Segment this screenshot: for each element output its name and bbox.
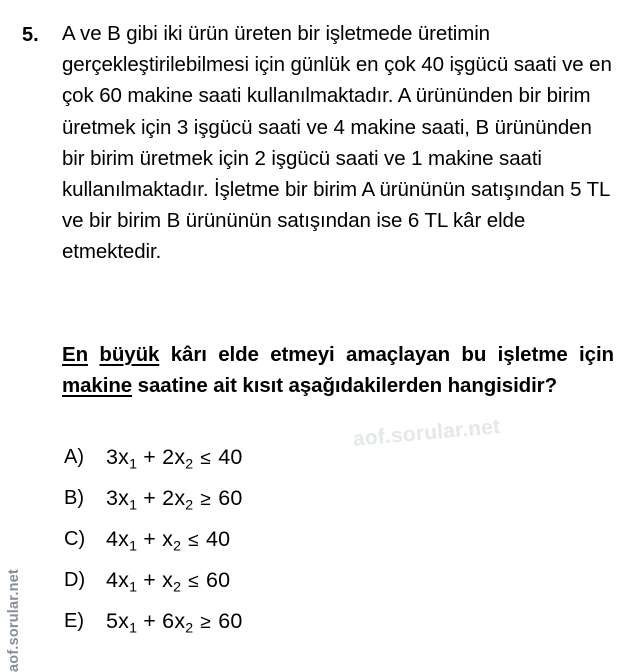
option-e[interactable]: [64, 606, 464, 647]
option-b-var2: x: [174, 486, 186, 510]
prompt-segment-middle: kârı elde etmeyi amaçlayan bu işletme için: [170, 343, 614, 366]
option-e-coef1: 5: [106, 609, 119, 633]
option-b-var1: x: [118, 486, 130, 510]
option-e-expression: [106, 606, 243, 644]
option-e-sub2: 2: [185, 620, 194, 637]
option-a-letter: A): [64, 446, 84, 468]
option-b-letter: B): [64, 487, 84, 509]
option-e-letter: E): [64, 610, 84, 632]
option-e-sub1: 1: [129, 620, 138, 637]
option-c-sub1: 1: [129, 538, 138, 555]
option-c-coef1: 4: [106, 527, 119, 551]
watermark-side: [6, 416, 28, 672]
option-a-var1: x: [118, 445, 130, 469]
option-c-var2: x: [162, 527, 174, 551]
prompt-underlined-makine: makine: [62, 374, 133, 398]
option-a[interactable]: [64, 442, 464, 483]
prompt-segment-end: saatine ait kısıt aşağıdakilerden hangisidir?: [137, 374, 557, 398]
option-c-var1: x: [118, 527, 130, 551]
option-a-relation: ≤: [200, 448, 211, 469]
option-b-relation: ≥: [200, 489, 211, 510]
watermark-center: aof.sorular.net: [352, 415, 502, 451]
option-b[interactable]: [64, 483, 464, 524]
prompt-underlined-buyuk: büyük: [99, 343, 160, 366]
option-b-sub1: 1: [129, 497, 138, 514]
option-b-value: 60: [218, 486, 243, 510]
option-a-plus: +: [143, 445, 156, 469]
option-d-relation: ≤: [188, 571, 199, 592]
option-a-expression: [106, 442, 243, 480]
option-a-sub2: 2: [185, 456, 194, 473]
option-c-letter: C): [64, 528, 86, 550]
option-a-coef1: 3: [106, 445, 119, 469]
question-number: 5.: [22, 24, 39, 46]
option-d-sub1: 1: [129, 579, 138, 596]
option-c[interactable]: [64, 524, 464, 565]
option-d[interactable]: [64, 565, 464, 606]
option-e-relation: ≥: [200, 612, 211, 633]
option-b-plus: +: [143, 486, 156, 510]
watermark-side-text: aof.sorular.net: [6, 569, 22, 672]
option-a-value: 40: [218, 445, 243, 469]
prompt-text: [62, 339, 614, 401]
option-a-sub1: 1: [129, 456, 138, 473]
option-e-var2: x: [174, 609, 186, 633]
option-e-var1: x: [118, 609, 130, 633]
option-b-coef1: 3: [106, 486, 119, 510]
option-a-var2: x: [174, 445, 186, 469]
option-d-sub2: 2: [173, 579, 181, 596]
option-c-sub2: 2: [173, 538, 181, 555]
option-d-coef1: 4: [106, 568, 119, 592]
answer-options-list: [64, 442, 464, 647]
option-e-plus: +: [143, 609, 156, 633]
option-d-var2: x: [162, 568, 174, 592]
question-paragraph: A ve B gibi iki ürün üreten bir işletmede üretimin gerçekleştirilebilmesi için günlük en çok 40 işgücü saati ve en çok 60 makine saati kullanılmaktadır. A ürününden bir birim üretmek için 3 işgücü saati ve 4 makine saati, B ürününden bir birim üretmek için 2 işgücü saati ve 1 makine saati kullanılmaktadır. İşletme bir birim A ürününün satışından 5 TL ve bir birim B ürününün satışından ise 6 TL kâr elde etmektedir.: [62, 22, 612, 264]
option-c-plus: +: [143, 527, 156, 551]
option-c-relation: ≤: [188, 530, 199, 551]
option-a-coef2: 2: [162, 445, 175, 469]
question-prompt: [62, 339, 614, 401]
prompt-underlined-en: En: [62, 343, 88, 366]
question-block: [22, 18, 614, 268]
option-b-sub2: 2: [185, 497, 194, 514]
option-c-value: 40: [206, 527, 231, 551]
option-d-plus: +: [143, 568, 156, 592]
option-d-letter: D): [64, 569, 86, 591]
option-b-expression: [106, 483, 243, 521]
option-d-expression: [106, 565, 230, 603]
option-e-coef2: 6: [162, 609, 175, 633]
option-d-value: 60: [206, 568, 231, 592]
option-b-coef2: 2: [162, 486, 175, 510]
option-c-expression: [106, 524, 230, 562]
option-e-value: 60: [218, 609, 243, 633]
question-body: [62, 18, 614, 268]
option-d-var1: x: [118, 568, 130, 592]
